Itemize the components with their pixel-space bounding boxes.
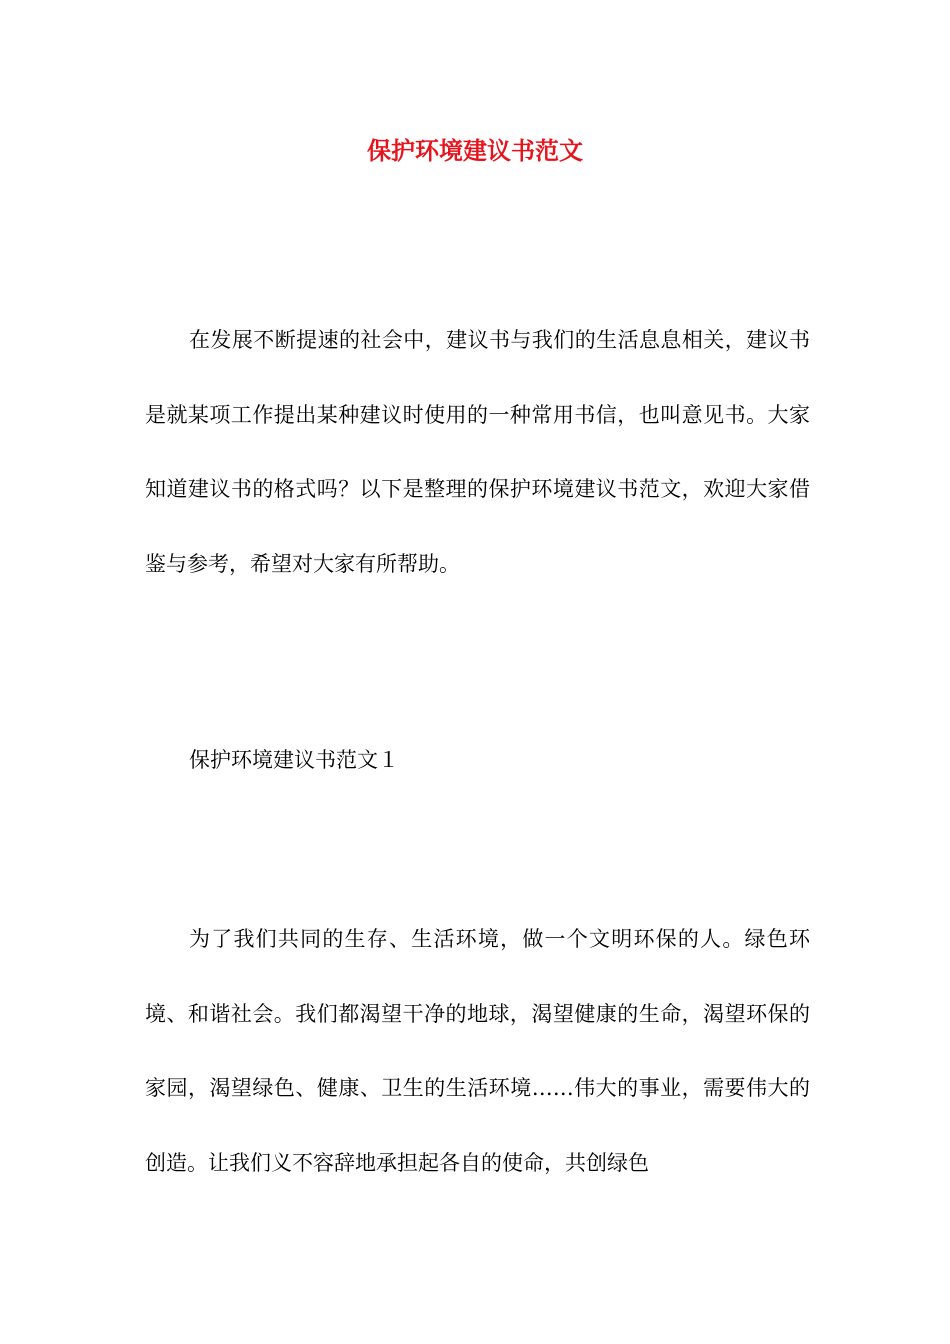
intro-paragraph: 在发展不断提速的社会中，建议书与我们的生活息息相关，建议书是就某项工作提出某种建议时使用的一种常用书信，也叫意见书。大家知道建议书的格式吗？以下是整理的保护环境建议书范文，欢迎大家借鉴与参考，希望对大家有所帮助。 [145,328,810,576]
section-body-paragraph: 为了我们共同的生存、生活环境，做一个文明环保的人。绿色环境、和谐社会。我们都渴望干净的地球，渴望健康的生命，渴望环保的家园，渴望绿色、健康、卫生的生活环境……伟大的事业，需要伟大的创造。让我们义不容辞地承担起各自的使命，共创绿色 [145,927,810,1175]
section-heading: 保护环境建议书范文１ [189,748,399,772]
document-title: 保护环境建议书范文 [367,136,583,165]
